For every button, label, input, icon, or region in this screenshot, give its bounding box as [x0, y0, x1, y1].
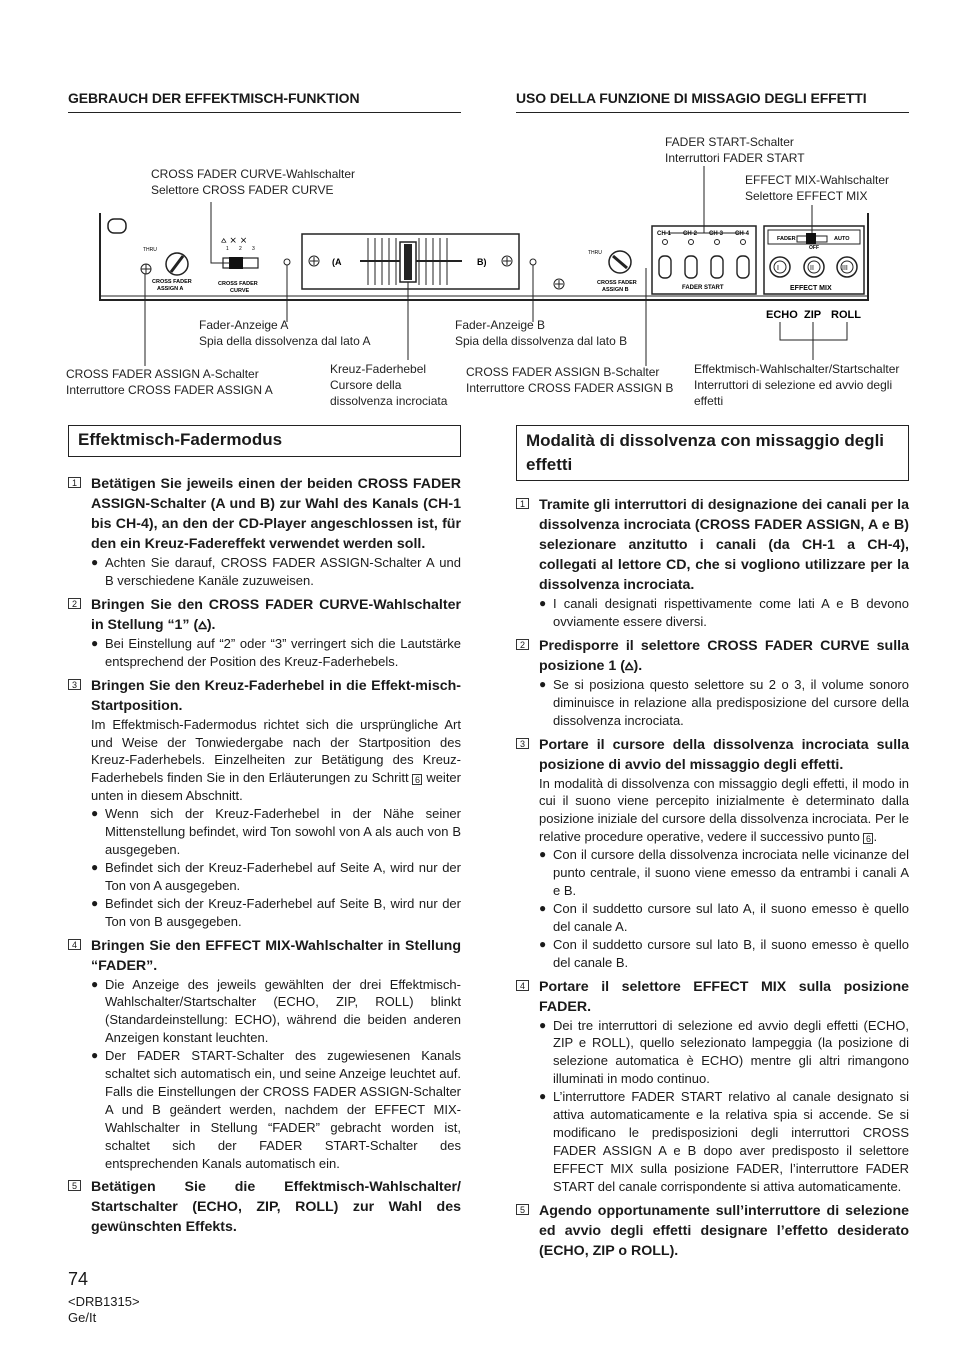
ch2-button: [685, 256, 697, 278]
side-a-label: (A: [332, 257, 342, 267]
footer-language: Ge/It: [68, 1310, 97, 1325]
roll-label: ROLL: [831, 309, 861, 321]
zip-label: ZIP: [804, 309, 822, 321]
label-fader-indicator-b: Fader-Anzeige B Spia della dissolvenza dal lato B: [455, 318, 628, 348]
left-step-5: [68, 1177, 461, 1237]
step-paragraph: Im Effektmisch-Fadermodus richtet sich die ursprüngliche Art und Weise der Tonwiedergabe nach der Startposition des Kreuz-Faderhebels. Einzelheiten zur Betätigung des Kreuz-Faderhebels finden Sie in den Erläuterungen zu Schritt 6 weiter unten in diesem Abschnitt.: [91, 716, 461, 804]
bullet-item: ● Dei tre interruttori di selezione ed avvio degli effetti (ECHO, ZIP e ROLL), quello selezionato lampeggia (la posizione di selezione automatica è ECHO) mentre gli altri rimangono illuminati in modo continuo.: [539, 1017, 909, 1087]
bullet-item: ● Befindet sich der Kreuz-Faderhebel auf Seite B, wird nur der Ton von B ausgegeben.: [91, 895, 461, 929]
left-step-2: [68, 595, 461, 671]
assign-a-panel-label-1: CROSS FADER: [152, 279, 192, 285]
echo-label: ECHO: [766, 309, 798, 321]
left-step-3: [68, 676, 461, 931]
step-title: Portare il selettore EFFECT MIX sulla posizione FADER.: [539, 978, 909, 1015]
bullet-item: ● Die Anzeige des jeweils gewählten der drei Effektmisch-Wahlschalter/Startschalter (ECHO, ZIP, ROLL) blinkt (Standardeinstellung: ECHO), während die beiden anderen Anzeigen konstant leuchten.: [91, 976, 461, 1046]
svg-text:⩟ ⨯ ⨯: ⩟ ⨯ ⨯: [221, 236, 248, 246]
step-number: 4: [516, 980, 529, 991]
left-section-title: Effektmisch-Fadermodus: [68, 425, 461, 457]
step-title: Predisporre il selettore CROSS FADER CURVE sulla posizione 1 (⩟).: [539, 637, 909, 674]
bullet-item: ● Bei Einstellung auf “2” oder “3” verringert sich die Lautstärke entsprechend der Position des Kreuz-Faderhebels.: [91, 635, 461, 669]
svg-text:I: I: [777, 265, 779, 272]
fader-indicator-a-led: [284, 259, 290, 265]
step-number: 5: [68, 1180, 81, 1191]
label-cross-fader-curve: CROSS FADER CURVE-Wahlschalter Selettore CROSS FADER CURVE: [151, 167, 356, 197]
fader-indicator-b-led: [530, 259, 536, 265]
svg-text:III: III: [842, 265, 848, 272]
step-paragraph: In modalità di dissolvenza con missaggio degli effetti, il modo in cui il suono viene percepito inizialmente è determinato dalla posizione iniziale del cursore della dissolvenza incrociata. Per le relative procedure operative, vedere il successivo punto 6 .: [539, 775, 909, 845]
label-effect-selector: Effektmisch-Wahlschalter/Startschalter Interruttori di selezione ed avvio degli effetti: [694, 362, 900, 408]
left-column: [68, 474, 461, 1237]
ch1-led: [663, 240, 668, 245]
left-step-4: [68, 936, 461, 1173]
bullet-item: ● Con il cursore della dissolvenza incrociata nelle vicinanze del punto centrale, il suono viene emesso da entrambi i canali A e B.: [539, 847, 909, 898]
step-number: 4: [68, 939, 81, 950]
ch1-button: [659, 256, 671, 278]
right-step-2: [516, 636, 909, 730]
effect-mix-panel-label: EFFECT MIX: [790, 285, 832, 292]
ch3-led: [715, 240, 720, 245]
curve-num-3: 3: [252, 246, 255, 252]
assign-b-panel-label-1: CROSS FADER: [597, 280, 637, 286]
ch2-label: CH-2: [683, 231, 698, 237]
assign-a-panel-label-2: ASSIGN A: [157, 286, 184, 292]
label-assign-a: CROSS FADER ASSIGN A-Schalter Interruttore CROSS FADER ASSIGN A: [66, 367, 273, 397]
bullet-item: ● Wenn sich der Kreuz-Faderhebel in der Nähe seiner Mittenstellung befindet, wird Ton sowohl von A als auch von B ausgegeben.: [91, 806, 461, 857]
right-step-1: [516, 495, 909, 631]
svg-text:II: II: [810, 265, 814, 272]
right-column: [516, 495, 909, 1261]
bullet-item: ● L’interruttore FADER START relativo al canale designato si attiva automaticamente e la relativa spia si accende. Se si modificano le predisposizioni degli interruttori CROSS FADER ASSIGN A e B dopo aver predisposto il selettore EFFECT MIX sulla posizione FADER, l’interruttore FADER START del canale corrispondente si attiva automaticamente.: [539, 1089, 909, 1194]
right-section-title: Modalità di dissolvenza con missaggio degli effetti: [516, 425, 909, 481]
assign-b-knob: [609, 251, 631, 273]
ch1-label: CH-1: [657, 231, 672, 237]
step-title: Tramite gli interruttori di designazione dei canali per la dissolvenza incrociata (CROSS FADER ASSIGN, A e B) selezionare anzitutto i canali (da CH-1 a CH-4), collegati al lettore CD, che si vogliono utilizzare per la dissolvenza incrociata.: [539, 497, 909, 593]
off-mode-label: OFF: [809, 245, 819, 251]
bullet-item: ● Befindet sich der Kreuz-Faderhebel auf Seite A, wird nur der Ton von A ausgegeben.: [91, 859, 461, 893]
thru-label-b: THRU: [588, 250, 602, 256]
bullet-item: ● Con il suddetto cursore sul lato A, il suono emesso è quello del canale A.: [539, 900, 909, 934]
step-title: Bringen Sie den Kreuz-Faderhebel in die Effekt-misch-Startposition.: [91, 677, 461, 714]
right-step-3: [516, 735, 909, 972]
bullet-item: ● Der FADER START-Schalter des zugewiesenen Kanals schaltet sich automatisch ein, und seine Anzeige leuchtet auf. Falls die Einstellungen der CROSS FADER ASSIGN-Schalter A und B geändert werden, nachdem der EFFECT MIX-Wahlschalter in Stellung “FADER” gebracht worden ist, schaltet sich der FADER START-Schalter des entsprechenden Kanals automatisch ein.: [91, 1048, 461, 1171]
assign-b-panel-label-2: ASSIGN B: [602, 287, 629, 293]
step-title: Betätigen Sie jeweils einen der beiden CROSS FADER ASSIGN-Schalter (A und B) zur Wahl des Kanals (CH-1 bis CH-4), an den der CD-Player angeschlossen ist, für den ein Kreuz-Fadereffekt verwendet werden soll.: [91, 476, 461, 552]
step-title: Bringen Sie den CROSS FADER CURVE-Wahlschalter in Stellung “1” (⩟).: [91, 596, 461, 633]
step-title: Betätigen Sie die Effektmisch-Wahlschalter/ Startschalter (ECHO, ZIP, ROLL) zur Wahl des gewünschten Effekts.: [91, 1179, 461, 1236]
ch4-label: CH-4: [735, 231, 750, 237]
page-number: 74: [68, 1269, 89, 1289]
label-assign-b: CROSS FADER ASSIGN B-Schalter Interruttore CROSS FADER ASSIGN B: [466, 365, 674, 395]
label-fader-indicator-a: Fader-Anzeige A Spia della dissolvenza dal lato A: [199, 318, 371, 348]
bullet-item: ● Achten Sie darauf, CROSS FADER ASSIGN-Schalter A und B verschiedene Kanäle zuzuweisen.: [91, 555, 461, 588]
right-step-5: [516, 1201, 909, 1261]
panel-hole-icon: [108, 219, 126, 233]
label-cross-fader-lever: Kreuz-Faderhebel Cursore della dissolvenza incrociata: [330, 362, 448, 408]
step-number: 3: [68, 679, 81, 690]
effect-mix-switch-knob: [806, 233, 816, 244]
fader-mode-label: FADER: [777, 236, 796, 242]
footer-code: <DRB1315>: [68, 1294, 140, 1309]
curve-num-1: 1: [226, 246, 229, 252]
label-effect-mix: EFFECT MIX-Wahlschalter Selettore EFFECT MIX: [745, 173, 890, 203]
curve-num-2: 2: [239, 246, 242, 252]
step-title: Portare il cursore della dissolvenza incrociata sulla posizione di avvio del missaggio degli effetti.: [539, 736, 909, 773]
curve-switch: [221, 236, 258, 269]
bullet-item: ● Con il suddetto cursore sul lato B, il suono emesso è quello del canale B.: [539, 936, 909, 970]
mixer-panel-diagram: [0, 0, 954, 420]
curve-panel-label-2: CURVE: [230, 288, 250, 294]
section-header-right: USO DELLA FUNZIONE DI MISSAGIO DEGLI EFFETTI: [516, 90, 867, 106]
thru-label-a: THRU: [143, 247, 157, 253]
auto-mode-label: AUTO: [834, 236, 850, 242]
assign-a-knob: [141, 253, 188, 275]
curve-panel-label-1: CROSS FADER: [218, 281, 258, 287]
step-number: 3: [516, 738, 529, 749]
right-step-4: [516, 977, 909, 1196]
step-number: 1: [516, 498, 529, 509]
bullet-item: ● Se si posiziona questo selettore su 2 o 3, il volume sonoro diminuisce in relazione alla predisposizione del cursore della dissolvenza incrociata.: [539, 676, 909, 728]
fader-start-panel-label: FADER START: [682, 285, 724, 291]
ch3-label: CH-3: [709, 231, 724, 237]
section-header-left: GEBRAUCH DER EFFEKTMISCH-FUNKTION: [68, 90, 360, 106]
ch4-button: [737, 256, 749, 278]
step-number: 2: [68, 598, 81, 609]
left-step-1: [68, 474, 461, 590]
step-number: 2: [516, 639, 529, 650]
step-title: Bringen Sie den EFFECT MIX-Wahlschalter in Stellung “FADER”.: [91, 937, 461, 974]
step-number: 1: [68, 477, 81, 488]
ch3-button: [711, 256, 723, 278]
step-number: 5: [516, 1204, 529, 1215]
bullet-item: ● I canali designati rispettivamente come lati A e B devono ovviamente essere diversi.: [539, 596, 909, 629]
ch2-led: [689, 240, 694, 245]
ch4-led: [741, 240, 746, 245]
label-fader-start: FADER START-Schalter Interruttori FADER START: [665, 135, 805, 165]
step-title: Agendo opportunamente sull’interruttore di selezione ed avvio degli effetti designare l’effetto desiderato (ECHO, ZIP o ROLL).: [539, 1202, 909, 1259]
side-b-label: B): [477, 257, 487, 267]
